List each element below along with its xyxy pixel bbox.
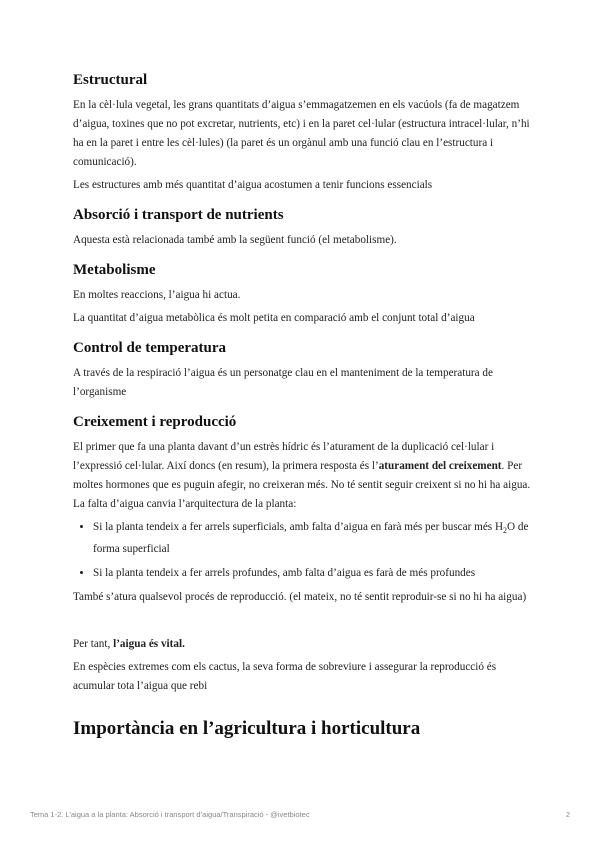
page-footer bbox=[30, 810, 570, 819]
paragraph: Aquesta està relacionada també amb la següent funció (el metabolisme). bbox=[73, 234, 397, 246]
text-run: O de forma superficial bbox=[93, 521, 529, 556]
text-run: El primer que fa una planta davant d’un estrès hídric és l’aturament de la duplicació cel·lular i l’expressió cel·lular. Així doncs (en resum), la primera resposta és l’ bbox=[73, 441, 495, 472]
document-body bbox=[73, 70, 533, 740]
paragraph: En la cèl·lula vegetal, les grans quantitats d’aigua s’emmagatzemen en els vacúols (fa de magatzem d’aigua, toxines que no pot excretar, nutrients, etc) i en la paret cel·lular (estructura intracel·lular, n’hi ha en la paret i entre les cèl·lules) (la paret és un orgànul amb una funció clau en l’estructura i comunicació). bbox=[73, 99, 530, 168]
text-run: Per tant, bbox=[73, 638, 114, 651]
section-temperatura bbox=[73, 338, 533, 402]
bold-text: l’aigua és vital. bbox=[113, 638, 185, 651]
page-number: 2 bbox=[565, 810, 570, 819]
text-run: . Per moltes hormones que es puguin afegir, no creixeran més. No té sentit seguir creixent si no hi ha aigua. La falta d’aigua canvia l’arquitectura de la planta: bbox=[73, 460, 531, 510]
footer-text: Tema 1-2. L’aigua a la planta: Absorció i transport d’aigua/Transpiració - @ivetbiotec bbox=[30, 810, 310, 819]
section-creixement bbox=[73, 412, 533, 607]
paragraph bbox=[73, 438, 533, 514]
paragraph: La quantitat d’aigua metabòlica és molt petita en comparació amb el conjunt total d’aigua bbox=[73, 312, 475, 324]
section-absorcio bbox=[73, 205, 533, 250]
paragraph: També s’atura qualsevol procés de reproducció. (el mateix, no té sentit reproduir-se si no hi ha aigua) bbox=[73, 591, 527, 604]
section-heading: Absorció i transport de nutrients bbox=[73, 207, 284, 223]
section-heading: Control de temperatura bbox=[73, 340, 227, 356]
text-run: Si la planta tendeix a fer arrels superficials, amb falta d’aigua en farà més per buscar més H bbox=[93, 521, 504, 533]
paragraph: En espècies extremes com els cactus, la seva forma de sobreviure i assegurar la reproducció és acumular tota l’aigua que rebi bbox=[73, 661, 497, 693]
paragraph: Les estructures amb més quantitat d’aigua acostumen a tenir funcions essencials bbox=[73, 179, 433, 191]
bullet-list bbox=[73, 518, 533, 583]
list-item bbox=[93, 518, 533, 559]
subscript: 2 bbox=[503, 526, 508, 536]
section-metabolisme bbox=[73, 260, 533, 328]
list-item: • Si la planta tendeix a fer arrels profundes, amb falta d’aigua es farà de més profundes bbox=[93, 564, 533, 583]
bold-text: aturament del creixement bbox=[378, 460, 502, 472]
section-heading: Creixement i reproducció bbox=[73, 414, 237, 430]
section-heading: Estructural bbox=[73, 72, 148, 88]
paragraph bbox=[73, 635, 533, 654]
paragraph: A través de la respiració l’aigua és un personatge clau en el manteniment de la temperatura de l’organisme bbox=[73, 367, 493, 398]
next-section-heading: Importància en l’agricultura i horticultura bbox=[73, 718, 421, 740]
paragraph: En moltes reaccions, l’aigua hi actua. bbox=[73, 289, 241, 301]
conclusion bbox=[73, 635, 533, 696]
section-estructural bbox=[73, 70, 533, 195]
section-heading: Metabolisme bbox=[73, 262, 156, 278]
